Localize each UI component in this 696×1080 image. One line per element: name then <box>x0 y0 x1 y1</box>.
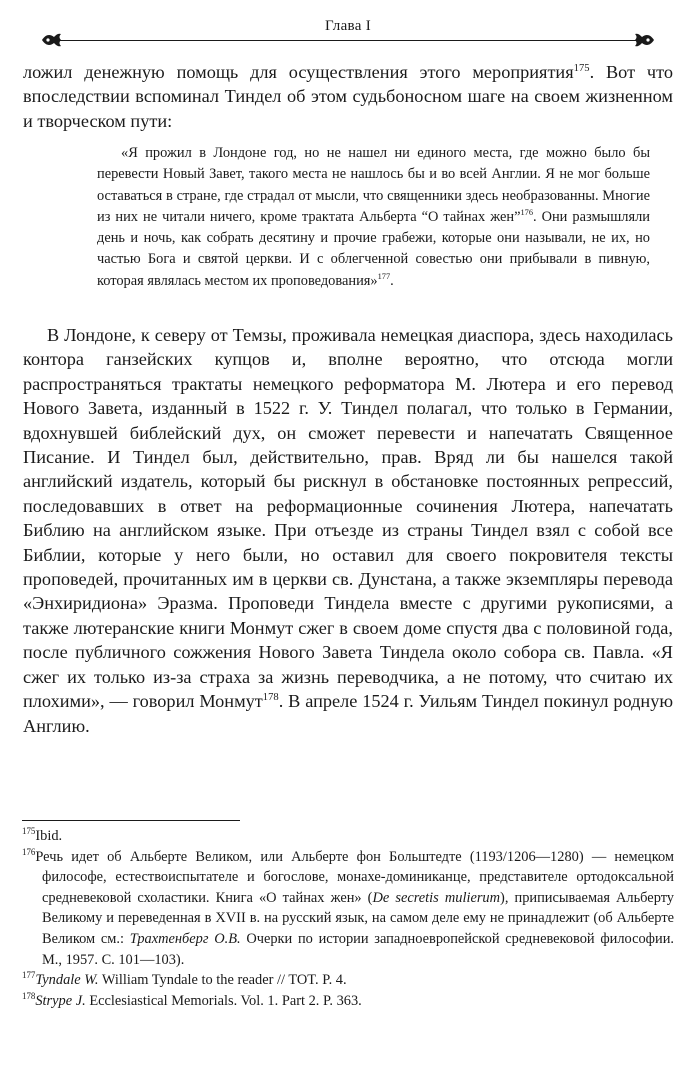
footnote-mark: 177 <box>22 970 36 981</box>
footnote-mark: 176 <box>22 846 36 857</box>
footnote-178 <box>22 991 674 1012</box>
footnote-mark: 175 <box>22 826 36 837</box>
paragraph-london <box>23 323 673 738</box>
footnote-ref-177[interactable]: 177 <box>377 271 391 281</box>
paragraph-text: . В апреле 1524 г. Уильям Тиндел покинул родную Англию. <box>23 691 673 736</box>
quote-text: . <box>390 272 394 289</box>
running-header-title: Глава I <box>324 18 372 34</box>
footnote-ref-178[interactable]: 178 <box>262 692 279 703</box>
footnote-text: ), приписываемая Альберту Великому и переведенная в XVII в. на русский язык, на самом деле ему не принадлежит (об Альберте Великом см.: <box>42 889 674 947</box>
paragraph-text: . Вот что впоследствии вспоминал Тиндел об этом судьбоносном шаге на своем жизненном и творческом пути: <box>23 62 673 131</box>
footnote-italic: De secretis mulierum <box>372 889 501 906</box>
footnote-author: Strype J. <box>35 992 86 1009</box>
header-ornament-right-icon <box>634 31 656 49</box>
footnote-text: William Tyndale to the reader // TOT. P. 4. <box>98 972 347 989</box>
footnote-176 <box>22 847 674 971</box>
footnote-mark: 178 <box>22 990 36 1001</box>
footnote-ref-175[interactable]: 175 <box>573 62 590 74</box>
paragraph-text: В Лондоне, к северу от Темзы, проживала немецкая диаспора, здесь находилась контора ганзейских купцов и, вполне вероятно, что отсюда могли распространяться трактаты немецкого реформатора М. Лютера и его перевод Нового Завета, изданный в 1522 г. У. Тиндел полагал, что только в Германии, вдохнувшей библейский дух, он сможет перевести и напечатать Священное Писание. И Тиндел был, действительно, прав. Вряд ли бы нашелся такой английский издатель, который бы рискнул в обстановке постоянных репрессий, последовавших в ответ на реформационные сочинения Лютера, напечатать Библию на английском языке. При отъезде из страны Тиндел взял с собой все Библии, которые у него были, но оставил для своего покровителя тексты проповедей, прочитанных им в церкви св. Дунстана, а также экземпляры перевода «Энхиридиона» Эразма. Проповеди Тиндела вместе с другими рукописями, а также лютеранские книги Монмут сжег в своем доме спустя два с половиной года, после публичного сожжения Нового Завета Тиндела около собора св. Павла. «Я сжег их только из-за страха за жизнь переводчика, а не потому, что считаю их плохими», — говорил Монмут <box>23 325 673 712</box>
block-quote <box>97 143 650 292</box>
footnote-author: Трахтенберг О.В. <box>129 930 241 947</box>
footnote-separator <box>22 820 240 821</box>
footnote-text: Ibid. <box>35 828 63 844</box>
footnote-text: Очерки по истории западноевропейской средневековой философии. М., 1957. С. 101—103). <box>42 930 674 968</box>
quote-text: . Они размышляли день и ночь, как собрать десятину и прочие грабежи, которые они называли, не их, но частью Бога и святой церкви. И с облегченной совестью они прибывали в пивную, которая являлась местом их проповедования» <box>97 208 650 289</box>
footnote-text: Речь идет об Альберте Великом, или Альберте фон Больштедте (1193/1206—1280) — немецком философе, естествоиспытателе и богослове, монахе-доминиканце, представителе ортодоксальной средневековой схоластики. Книга «О тайнах жен» ( <box>35 848 674 906</box>
footnote-175 <box>22 826 674 847</box>
footnote-text: Ecclesiastical Memorials. Vol. 1. Part 2. P. 363. <box>85 992 362 1009</box>
footnotes <box>22 826 674 1011</box>
quote-text: «Я прожил в Лондоне год, но не нашел ни единого места, где можно было бы перевести Новый Завет, такого места не нашлось бы и во всей Англии. Я не мог больше оставаться в стране, где страдал от мысли, что священники здесь необразованны. Многие из них не читали ничего, кроме трактата Альберта “О тайнах жен” <box>97 145 650 225</box>
header-rule <box>58 40 638 41</box>
footnote-ref-176[interactable]: 176 <box>520 208 533 218</box>
paragraph-text: ложил денежную помощь для осуществления этого мероприятия <box>23 62 574 82</box>
footnote-author: Tyndale W. <box>35 972 99 989</box>
footnote-177 <box>22 970 674 991</box>
paragraph-continued <box>23 60 673 133</box>
